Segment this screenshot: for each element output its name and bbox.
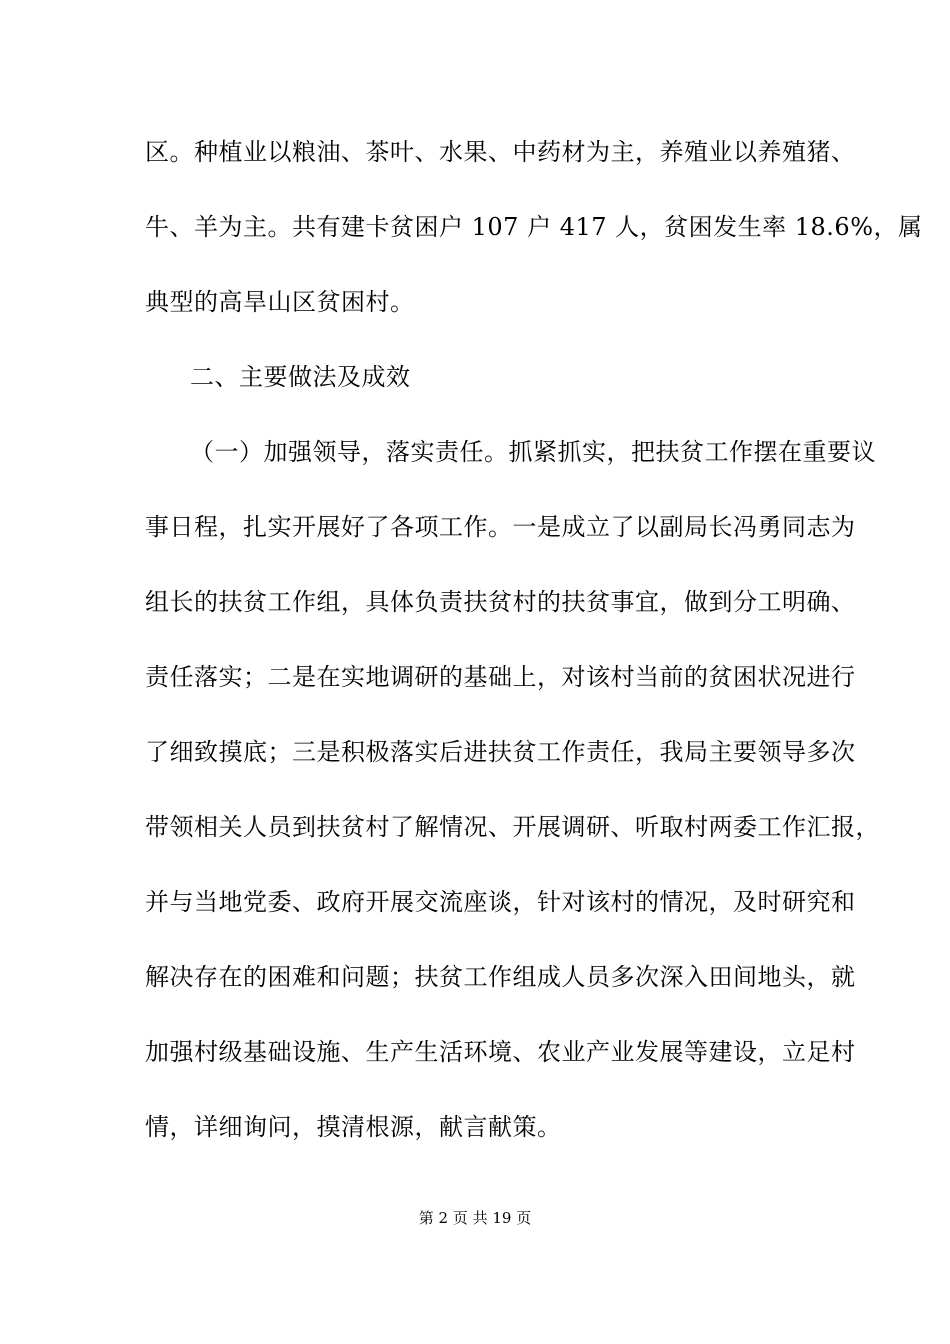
body-text-line: 事日程，扎实开展好了各项工作。一是成立了以副局长冯勇同志为 bbox=[145, 513, 856, 541]
body-text-line: 加强村级基础设施、生产生活环境、农业产业发展等建设，立足村 bbox=[145, 1038, 856, 1066]
paragraph-first-line: （一）加强领导，落实责任。抓紧抓实，把扶贫工作摆在重要议 bbox=[190, 438, 876, 466]
body-text-line: 并与当地党委、政府开展交流座谈，针对该村的情况，及时研究和 bbox=[145, 888, 856, 916]
body-text-line: 责任落实；二是在实地调研的基础上，对该村当前的贫困状况进行 bbox=[145, 663, 856, 691]
section-heading: 二、主要做法及成效 bbox=[190, 363, 411, 391]
body-text-line: 典型的高旱山区贫困村。 bbox=[145, 288, 415, 316]
body-text-line: 牛、羊为主。共有建卡贫困户 107 户 417 人，贫困发生率 18.6%，属 bbox=[145, 213, 923, 241]
page-number-footer: 第 2 页 共 19 页 bbox=[418, 1209, 532, 1227]
body-text-line: 带领相关人员到扶贫村了解情况、开展调研、听取村两委工作汇报， bbox=[145, 813, 880, 841]
body-text-line: 组长的扶贫工作组，具体负责扶贫村的扶贫事宜，做到分工明确、 bbox=[145, 588, 856, 616]
body-text-line: 情，详细询问，摸清根源，献言献策。 bbox=[145, 1113, 562, 1141]
body-text-line: 解决存在的困难和问题；扶贫工作组成人员多次深入田间地头，就 bbox=[145, 963, 856, 991]
body-text-line: 了细致摸底；三是积极落实后进扶贫工作责任，我局主要领导多次 bbox=[145, 738, 856, 766]
body-text-line: 区。种植业以粮油、茶叶、水果、中药材为主，养殖业以养殖猪、 bbox=[145, 138, 856, 166]
